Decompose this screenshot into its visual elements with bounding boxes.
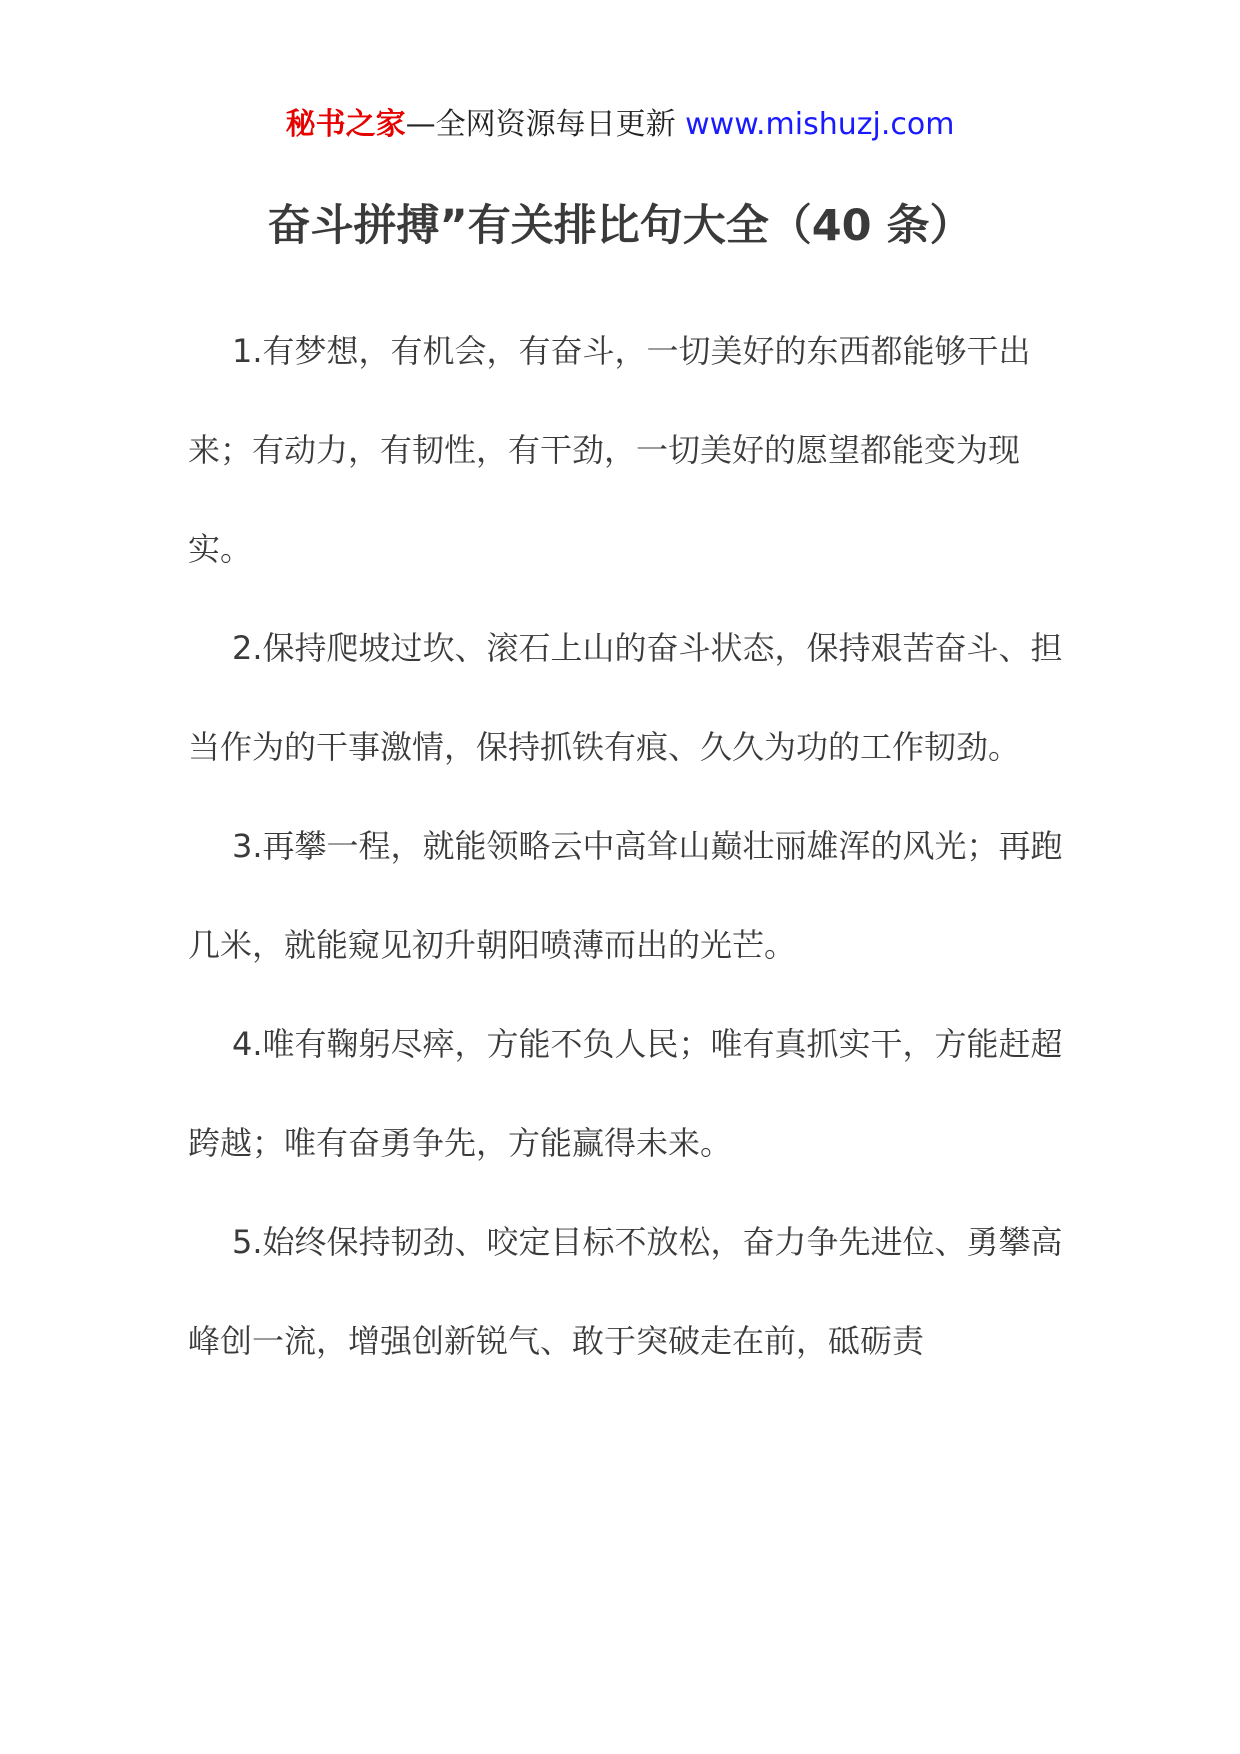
paragraph-3: 3.再攀一程，就能领略云中高耸山巅壮丽雄浑的风光；再跑几米，就能窥见初升朝阳喷薄而出的光芒。 [188, 827, 1063, 964]
site-tagline: —全网资源每日更新 [405, 107, 676, 142]
paragraph-4: 4.唯有鞠躬尽瘁，方能不负人民；唯有真抓实干，方能赶超跨越；唯有奋勇争先，方能赢得未来。 [188, 1025, 1063, 1162]
site-url-link[interactable]: www.mishuzj.com [685, 107, 955, 142]
paragraph-5: 5.始终保持韧劲、咬定目标不放松，奋力争先进位、勇攀高峰创一流，增强创新锐气、敢于突破走在前，砥砺责 [188, 1223, 1063, 1360]
document-title: 奋斗拼搏”有关排比句大全（40 条） [267, 201, 973, 251]
site-header [0, 100, 1240, 150]
document-body [188, 302, 1068, 1391]
paragraph-2: 2.保持爬坡过坎、滚石上山的奋斗状态，保持艰苦奋斗、担当作为的干事激情，保持抓铁有痕、久久为功的工作韧劲。 [188, 629, 1063, 766]
paragraph-1: 1.有梦想，有机会，有奋斗，一切美好的东西都能够干出来；有动力，有韧性，有干劲，一切美好的愿望都能变为现实。 [188, 332, 1031, 568]
brand-name: 秘书之家 [285, 107, 406, 142]
